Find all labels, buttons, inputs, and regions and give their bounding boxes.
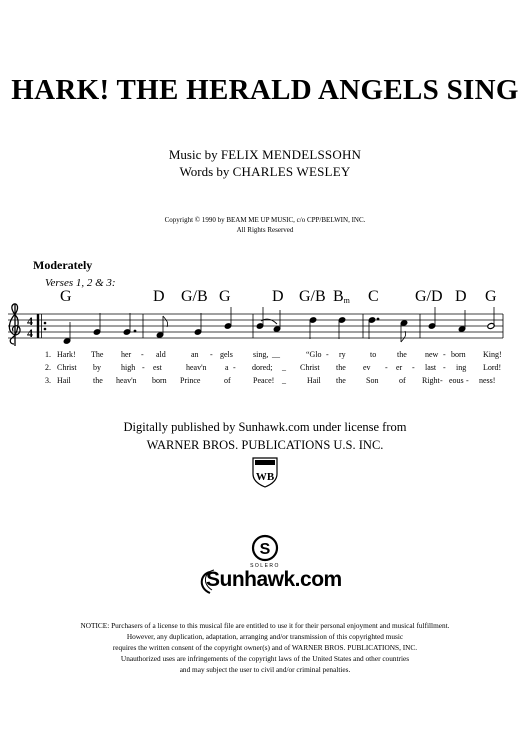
svg-text:WB: WB (255, 471, 275, 483)
lyric-syllable: - (466, 376, 469, 385)
music-prefix: Music by (168, 147, 218, 162)
lyricist-name: CHARLES WESLEY (232, 164, 351, 179)
composer-name: FELIX MENDELSSOHN (220, 147, 362, 162)
lyric-syllable: by (93, 363, 101, 372)
lyric-syllable: - (233, 363, 236, 372)
lyric-syllable: the (397, 350, 407, 359)
lyric-syllable: Christ (300, 363, 320, 372)
lyric-syllable: - (443, 350, 446, 359)
solero-logo-icon (240, 534, 290, 570)
chord-symbol: D (455, 288, 467, 305)
notice-line: NOTICE: Purchasers of a license to this musical file are entitled to use it for their personal enjoyment and musical fulfillment. (80, 621, 450, 630)
lyric-syllable: dored; (252, 363, 273, 372)
lyric-syllable: eous (449, 376, 464, 385)
lyric-syllable: - (142, 363, 145, 372)
lyric-syllable: heav'n (186, 363, 207, 372)
lyric-syllable: _ (282, 363, 286, 372)
lyric-syllable: gels (220, 350, 233, 359)
lyric-syllable: the (336, 376, 346, 385)
svg-text:SOLERO: SOLERO (250, 563, 280, 569)
lyric-syllable: “Glo (306, 350, 322, 359)
chord-symbol: G (60, 288, 72, 305)
verse-number: 3. (45, 376, 51, 385)
lyric-syllable: sing, (253, 350, 269, 359)
chord-symbol: D (272, 288, 284, 305)
lyric-syllable: ing (456, 363, 467, 372)
lyric-syllable: her (121, 350, 132, 359)
svg-text:S: S (259, 541, 271, 558)
lyric-syllable: __ (272, 350, 280, 359)
sunhawk-wordmark: Sunhawk.com (206, 568, 342, 591)
words-prefix: Words by (179, 164, 230, 179)
lyric-syllable: last (425, 363, 437, 372)
publisher-name: WARNER BROS. PUBLICATIONS U.S. INC. (146, 438, 384, 452)
lyric-syllable: Peace! (253, 376, 275, 385)
chord-symbol: $B_m$ (333, 288, 350, 305)
lyric-syllable: the (336, 363, 346, 372)
chord-symbol: G/B (181, 288, 208, 305)
lyric-syllable: - (412, 363, 415, 372)
lyric-syllable: - (385, 363, 388, 372)
notice-line: and may subject the user to civil and/or criminal penalties. (179, 665, 351, 674)
lyric-syllable: - (141, 350, 144, 359)
lyric-syllable: - (210, 350, 213, 359)
lyric-syllable: the (93, 376, 103, 385)
lyric-syllable: ness! (479, 376, 496, 385)
lyric-syllable: ev (363, 363, 371, 372)
lyric-syllable: Prince (180, 376, 201, 385)
copyright-line: Copyright © 1990 by BEAM ME UP MUSIC, c/o CPP/BELWIN, INC. (164, 216, 366, 224)
lyric-syllable: _ (282, 376, 286, 385)
lyric-syllable: Hail (57, 376, 71, 385)
lyric-syllable: Son (366, 376, 379, 385)
lyric-syllable: an (191, 350, 199, 359)
lyric-syllable: Hail (307, 376, 321, 385)
lyric-syllable: Lord! (483, 363, 502, 372)
notice-line: However, any duplication, adaptation, arranging and/or transmission of this copyrighted music (126, 632, 404, 641)
lyric-syllable: heav'n (116, 376, 137, 385)
verses-label: Verses 1, 2 & 3: (45, 277, 116, 289)
lyric-syllable: ald (156, 350, 166, 359)
wb-shield-icon (250, 456, 280, 488)
lyric-syllable: to (370, 350, 377, 359)
lyric-syllable: a (225, 363, 229, 372)
verse-number: 2. (45, 363, 51, 372)
chord-symbol: G (219, 288, 231, 305)
lyric-syllable: - (440, 376, 443, 385)
lyric-syllable: er (396, 363, 403, 372)
lyric-syllable: of (224, 376, 231, 385)
tempo-marking: Moderately (33, 258, 93, 272)
song-title: HARK! THE HERALD ANGELS SING (11, 74, 519, 106)
time-signature-top: 4 (27, 314, 33, 328)
rights-reserved: All Rights Reserved (236, 226, 294, 234)
verse-number: 1. (45, 350, 51, 359)
lyric-syllable: new (425, 350, 439, 359)
lyric-syllable: Hark! (57, 350, 76, 359)
lyric-syllable: high (121, 363, 136, 372)
publisher-line: Digitally published by Sunhawk.com under license from (123, 420, 407, 434)
lyric-syllable: - (326, 350, 329, 359)
notice-line: Unauthorized uses are infringements of the copyright laws of the United States and other countries (120, 654, 410, 663)
chord-symbol: D (153, 288, 165, 305)
lyric-syllable: of (399, 376, 406, 385)
lyric-syllable: King! (483, 350, 502, 359)
lyric-syllable: est (153, 363, 162, 372)
lyric-syllable: Christ (57, 363, 77, 372)
sunhawk-logo (196, 566, 342, 596)
lyric-syllable: born (451, 350, 466, 359)
chord-symbol: C (368, 288, 379, 305)
notice-line: requires the written consent of the copyright owner(s) and of WARNER BROS. PUBLICATIONS, INC. (112, 643, 418, 652)
chord-symbol: G/D (415, 288, 443, 305)
lyric-syllable: Right (422, 376, 440, 385)
time-signature-bottom: 4 (27, 326, 33, 340)
lyric-syllable: - (443, 363, 446, 372)
treble-clef-icon (9, 304, 20, 346)
chord-symbol: G/B (299, 288, 326, 305)
lyric-syllable: The (91, 350, 104, 359)
lyric-syllable: ry (339, 350, 346, 359)
chord-symbol: G (485, 288, 497, 305)
lyric-syllable: born (152, 376, 167, 385)
